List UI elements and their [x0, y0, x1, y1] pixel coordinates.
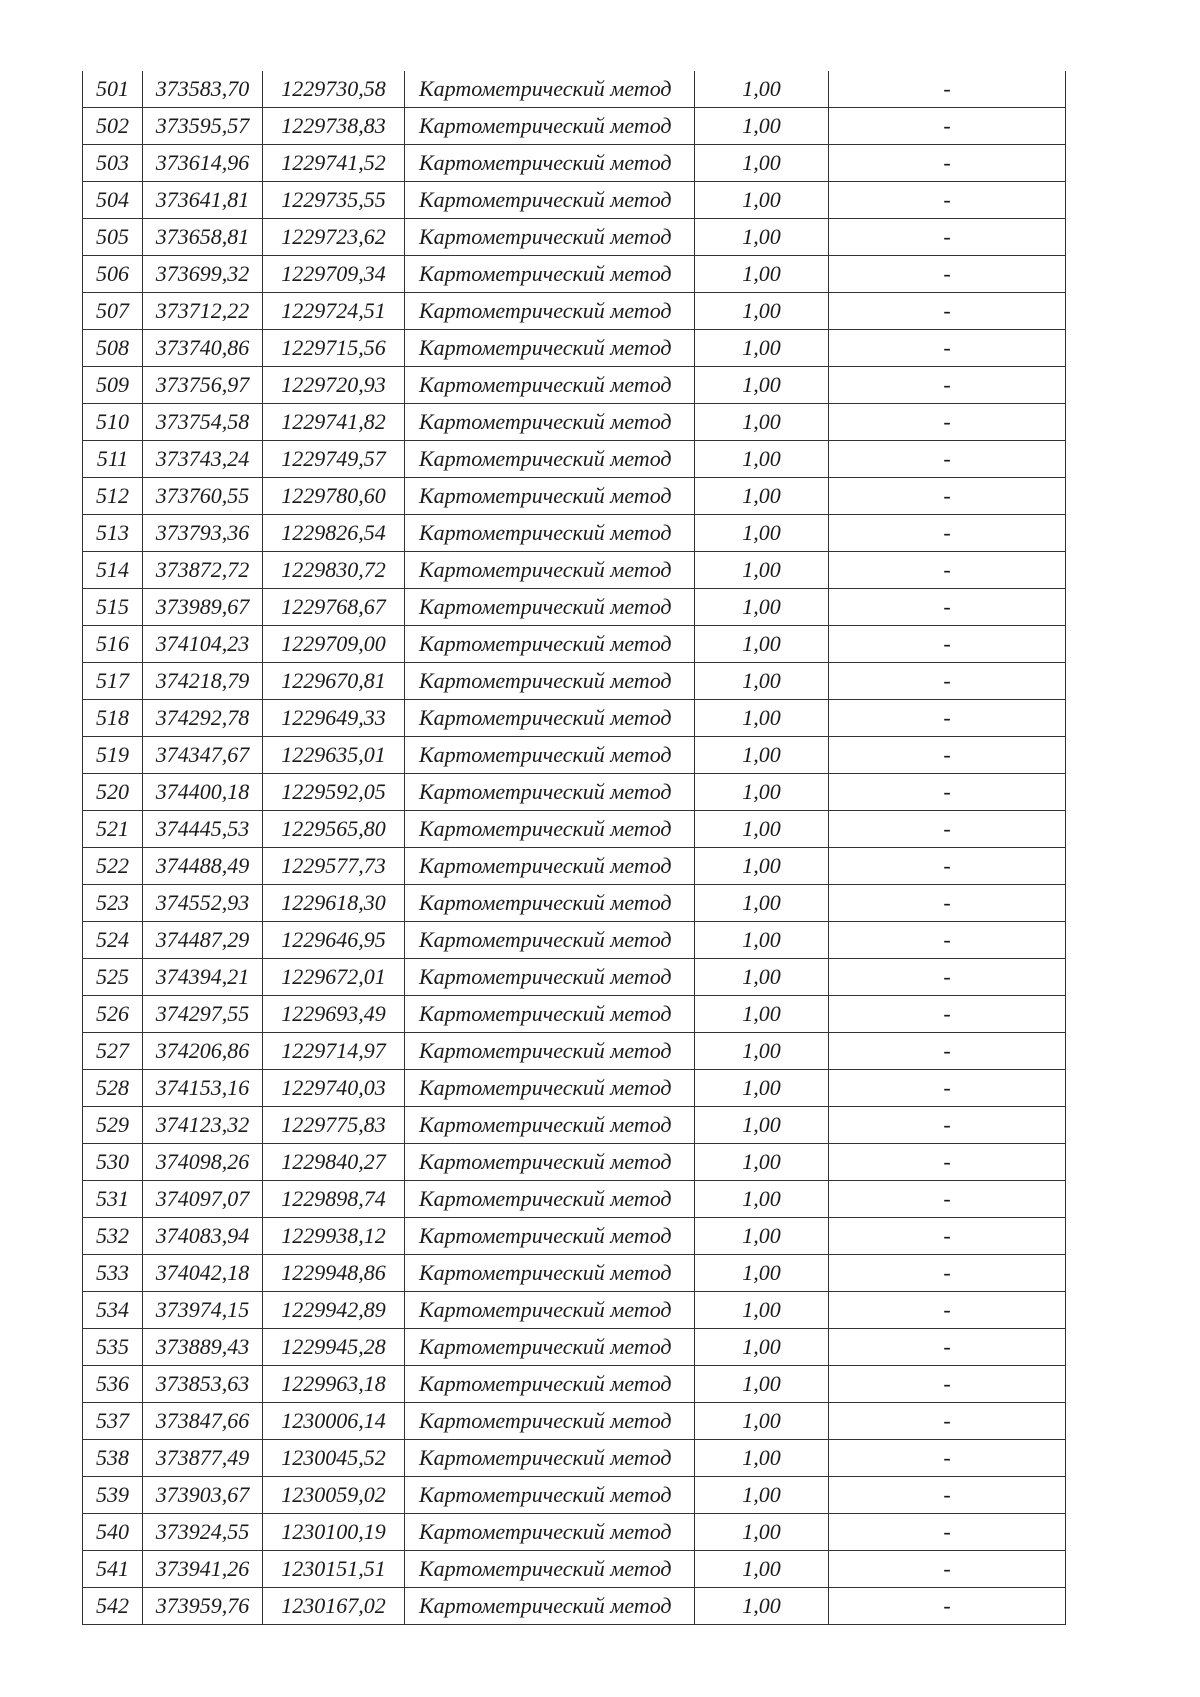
description-cell: - — [829, 293, 1066, 330]
x-coordinate-cell: 373595,57 — [143, 108, 263, 145]
table-row — [83, 626, 1066, 663]
accuracy-cell: 1,00 — [695, 1440, 829, 1477]
table-row — [83, 1218, 1066, 1255]
y-coordinate-cell: 1229565,80 — [263, 811, 405, 848]
point-number-cell: 530 — [83, 1144, 143, 1181]
x-coordinate-cell: 374206,86 — [143, 1033, 263, 1070]
x-coordinate-cell: 373989,67 — [143, 589, 263, 626]
y-coordinate-cell: 1229768,67 — [263, 589, 405, 626]
x-coordinate-cell: 373583,70 — [143, 71, 263, 108]
accuracy-cell: 1,00 — [695, 1033, 829, 1070]
point-number-cell: 539 — [83, 1477, 143, 1514]
description-cell: - — [829, 219, 1066, 256]
x-coordinate-cell: 374218,79 — [143, 663, 263, 700]
y-coordinate-cell: 1229618,30 — [263, 885, 405, 922]
table-row — [83, 1107, 1066, 1144]
point-number-cell: 538 — [83, 1440, 143, 1477]
method-cell: Картометрический метод — [405, 663, 695, 700]
x-coordinate-cell: 374394,21 — [143, 959, 263, 996]
y-coordinate-cell: 1229709,34 — [263, 256, 405, 293]
method-cell: Картометрический метод — [405, 108, 695, 145]
description-cell: - — [829, 1070, 1066, 1107]
method-cell: Картометрический метод — [405, 922, 695, 959]
point-number-cell: 514 — [83, 552, 143, 589]
description-cell: - — [829, 182, 1066, 219]
accuracy-cell: 1,00 — [695, 1292, 829, 1329]
method-cell: Картометрический метод — [405, 71, 695, 108]
method-cell: Картометрический метод — [405, 1218, 695, 1255]
y-coordinate-cell: 1230167,02 — [263, 1588, 405, 1625]
x-coordinate-cell: 373872,72 — [143, 552, 263, 589]
x-coordinate-cell: 373924,55 — [143, 1514, 263, 1551]
point-number-cell: 503 — [83, 145, 143, 182]
method-cell: Картометрический метод — [405, 145, 695, 182]
table-row — [83, 1070, 1066, 1107]
x-coordinate-cell: 373658,81 — [143, 219, 263, 256]
point-number-cell: 528 — [83, 1070, 143, 1107]
accuracy-cell: 1,00 — [695, 1403, 829, 1440]
accuracy-cell: 1,00 — [695, 552, 829, 589]
y-coordinate-cell: 1229826,54 — [263, 515, 405, 552]
x-coordinate-cell: 373853,63 — [143, 1366, 263, 1403]
method-cell: Картометрический метод — [405, 700, 695, 737]
accuracy-cell: 1,00 — [695, 922, 829, 959]
point-number-cell: 541 — [83, 1551, 143, 1588]
description-cell: - — [829, 1366, 1066, 1403]
description-cell: - — [829, 626, 1066, 663]
x-coordinate-cell: 374487,29 — [143, 922, 263, 959]
point-number-cell: 516 — [83, 626, 143, 663]
table-row — [83, 774, 1066, 811]
description-cell: - — [829, 996, 1066, 1033]
x-coordinate-cell: 374292,78 — [143, 700, 263, 737]
method-cell: Картометрический метод — [405, 1551, 695, 1588]
description-cell: - — [829, 848, 1066, 885]
accuracy-cell: 1,00 — [695, 774, 829, 811]
accuracy-cell: 1,00 — [695, 1144, 829, 1181]
description-cell: - — [829, 700, 1066, 737]
accuracy-cell: 1,00 — [695, 1255, 829, 1292]
y-coordinate-cell: 1229724,51 — [263, 293, 405, 330]
y-coordinate-cell: 1229635,01 — [263, 737, 405, 774]
accuracy-cell: 1,00 — [695, 959, 829, 996]
y-coordinate-cell: 1229945,28 — [263, 1329, 405, 1366]
description-cell: - — [829, 404, 1066, 441]
description-cell: - — [829, 737, 1066, 774]
accuracy-cell: 1,00 — [695, 404, 829, 441]
description-cell: - — [829, 1514, 1066, 1551]
point-number-cell: 533 — [83, 1255, 143, 1292]
point-number-cell: 501 — [83, 71, 143, 108]
table-row — [83, 1514, 1066, 1551]
table-row — [83, 182, 1066, 219]
method-cell: Картометрический метод — [405, 626, 695, 663]
table-row — [83, 256, 1066, 293]
accuracy-cell: 1,00 — [695, 478, 829, 515]
accuracy-cell: 1,00 — [695, 626, 829, 663]
description-cell: - — [829, 1107, 1066, 1144]
point-number-cell: 527 — [83, 1033, 143, 1070]
method-cell: Картометрический метод — [405, 1440, 695, 1477]
method-cell: Картометрический метод — [405, 182, 695, 219]
y-coordinate-cell: 1229938,12 — [263, 1218, 405, 1255]
y-coordinate-cell: 1230006,14 — [263, 1403, 405, 1440]
method-cell: Картометрический метод — [405, 959, 695, 996]
y-coordinate-cell: 1229735,55 — [263, 182, 405, 219]
point-number-cell: 513 — [83, 515, 143, 552]
description-cell: - — [829, 1440, 1066, 1477]
y-coordinate-cell: 1229840,27 — [263, 1144, 405, 1181]
x-coordinate-cell: 374297,55 — [143, 996, 263, 1033]
method-cell: Картометрический метод — [405, 996, 695, 1033]
point-number-cell: 506 — [83, 256, 143, 293]
y-coordinate-cell: 1229670,81 — [263, 663, 405, 700]
method-cell: Картометрический метод — [405, 737, 695, 774]
x-coordinate-cell: 373756,97 — [143, 367, 263, 404]
description-cell: - — [829, 922, 1066, 959]
table-row — [83, 663, 1066, 700]
table-row — [83, 515, 1066, 552]
table-row — [83, 293, 1066, 330]
description-cell: - — [829, 552, 1066, 589]
x-coordinate-cell: 374083,94 — [143, 1218, 263, 1255]
x-coordinate-cell: 373614,96 — [143, 145, 263, 182]
x-coordinate-cell: 374104,23 — [143, 626, 263, 663]
method-cell: Картометрический метод — [405, 848, 695, 885]
table-row — [83, 589, 1066, 626]
accuracy-cell: 1,00 — [695, 367, 829, 404]
description-cell: - — [829, 256, 1066, 293]
accuracy-cell: 1,00 — [695, 1588, 829, 1625]
x-coordinate-cell: 374123,32 — [143, 1107, 263, 1144]
x-coordinate-cell: 373847,66 — [143, 1403, 263, 1440]
y-coordinate-cell: 1229898,74 — [263, 1181, 405, 1218]
point-number-cell: 510 — [83, 404, 143, 441]
method-cell: Картометрический метод — [405, 1477, 695, 1514]
table-row — [83, 108, 1066, 145]
x-coordinate-cell: 373793,36 — [143, 515, 263, 552]
point-number-cell: 525 — [83, 959, 143, 996]
table-row — [83, 441, 1066, 478]
accuracy-cell: 1,00 — [695, 996, 829, 1033]
x-coordinate-cell: 374042,18 — [143, 1255, 263, 1292]
description-cell: - — [829, 1181, 1066, 1218]
accuracy-cell: 1,00 — [695, 589, 829, 626]
x-coordinate-cell: 373699,32 — [143, 256, 263, 293]
point-number-cell: 504 — [83, 182, 143, 219]
point-number-cell: 512 — [83, 478, 143, 515]
x-coordinate-cell: 374097,07 — [143, 1181, 263, 1218]
accuracy-cell: 1,00 — [695, 1477, 829, 1514]
y-coordinate-cell: 1229963,18 — [263, 1366, 405, 1403]
accuracy-cell: 1,00 — [695, 700, 829, 737]
table-row — [83, 1033, 1066, 1070]
point-number-cell: 535 — [83, 1329, 143, 1366]
y-coordinate-cell: 1229741,52 — [263, 145, 405, 182]
description-cell: - — [829, 885, 1066, 922]
y-coordinate-cell: 1229780,60 — [263, 478, 405, 515]
description-cell: - — [829, 1144, 1066, 1181]
point-number-cell: 519 — [83, 737, 143, 774]
description-cell: - — [829, 1551, 1066, 1588]
y-coordinate-cell: 1230151,51 — [263, 1551, 405, 1588]
point-number-cell: 507 — [83, 293, 143, 330]
method-cell: Картометрический метод — [405, 1070, 695, 1107]
accuracy-cell: 1,00 — [695, 848, 829, 885]
description-cell: - — [829, 663, 1066, 700]
y-coordinate-cell: 1229714,97 — [263, 1033, 405, 1070]
point-number-cell: 526 — [83, 996, 143, 1033]
method-cell: Картометрический метод — [405, 1588, 695, 1625]
table-row — [83, 330, 1066, 367]
accuracy-cell: 1,00 — [695, 1329, 829, 1366]
x-coordinate-cell: 374098,26 — [143, 1144, 263, 1181]
x-coordinate-cell: 374552,93 — [143, 885, 263, 922]
x-coordinate-cell: 374153,16 — [143, 1070, 263, 1107]
method-cell: Картометрический метод — [405, 774, 695, 811]
description-cell: - — [829, 71, 1066, 108]
accuracy-cell: 1,00 — [695, 885, 829, 922]
table-row — [83, 1329, 1066, 1366]
method-cell: Картометрический метод — [405, 367, 695, 404]
accuracy-cell: 1,00 — [695, 330, 829, 367]
y-coordinate-cell: 1229646,95 — [263, 922, 405, 959]
method-cell: Картометрический метод — [405, 1329, 695, 1366]
accuracy-cell: 1,00 — [695, 256, 829, 293]
accuracy-cell: 1,00 — [695, 145, 829, 182]
y-coordinate-cell: 1229948,86 — [263, 1255, 405, 1292]
description-cell: - — [829, 959, 1066, 996]
point-number-cell: 505 — [83, 219, 143, 256]
method-cell: Картометрический метод — [405, 219, 695, 256]
accuracy-cell: 1,00 — [695, 1218, 829, 1255]
y-coordinate-cell: 1229830,72 — [263, 552, 405, 589]
table-row — [83, 737, 1066, 774]
y-coordinate-cell: 1229741,82 — [263, 404, 405, 441]
table-row — [83, 219, 1066, 256]
x-coordinate-cell: 374400,18 — [143, 774, 263, 811]
table-row — [83, 145, 1066, 182]
point-number-cell: 520 — [83, 774, 143, 811]
table-row — [83, 367, 1066, 404]
point-number-cell: 540 — [83, 1514, 143, 1551]
accuracy-cell: 1,00 — [695, 811, 829, 848]
point-number-cell: 523 — [83, 885, 143, 922]
accuracy-cell: 1,00 — [695, 663, 829, 700]
y-coordinate-cell: 1229709,00 — [263, 626, 405, 663]
description-cell: - — [829, 1218, 1066, 1255]
method-cell: Картометрический метод — [405, 1255, 695, 1292]
x-coordinate-cell: 373712,22 — [143, 293, 263, 330]
method-cell: Картометрический метод — [405, 1366, 695, 1403]
x-coordinate-cell: 373959,76 — [143, 1588, 263, 1625]
x-coordinate-cell: 373641,81 — [143, 182, 263, 219]
accuracy-cell: 1,00 — [695, 441, 829, 478]
table-row — [83, 1588, 1066, 1625]
y-coordinate-cell: 1229775,83 — [263, 1107, 405, 1144]
accuracy-cell: 1,00 — [695, 293, 829, 330]
point-number-cell: 532 — [83, 1218, 143, 1255]
method-cell: Картометрический метод — [405, 1107, 695, 1144]
x-coordinate-cell: 373743,24 — [143, 441, 263, 478]
x-coordinate-cell: 374488,49 — [143, 848, 263, 885]
accuracy-cell: 1,00 — [695, 1107, 829, 1144]
table-row — [83, 885, 1066, 922]
description-cell: - — [829, 441, 1066, 478]
description-cell: - — [829, 1292, 1066, 1329]
description-cell: - — [829, 367, 1066, 404]
y-coordinate-cell: 1229672,01 — [263, 959, 405, 996]
table-row — [83, 996, 1066, 1033]
method-cell: Картометрический метод — [405, 811, 695, 848]
coordinates-table-body — [83, 71, 1066, 1625]
method-cell: Картометрический метод — [405, 293, 695, 330]
accuracy-cell: 1,00 — [695, 1181, 829, 1218]
method-cell: Картометрический метод — [405, 256, 695, 293]
table-row — [83, 1477, 1066, 1514]
y-coordinate-cell: 1229730,58 — [263, 71, 405, 108]
description-cell: - — [829, 1255, 1066, 1292]
table-row — [83, 1403, 1066, 1440]
point-number-cell: 502 — [83, 108, 143, 145]
accuracy-cell: 1,00 — [695, 1551, 829, 1588]
y-coordinate-cell: 1229577,73 — [263, 848, 405, 885]
method-cell: Картометрический метод — [405, 1514, 695, 1551]
point-number-cell: 536 — [83, 1366, 143, 1403]
coordinates-table — [82, 71, 1066, 1625]
point-number-cell: 522 — [83, 848, 143, 885]
description-cell: - — [829, 108, 1066, 145]
method-cell: Картометрический метод — [405, 1403, 695, 1440]
method-cell: Картометрический метод — [405, 1181, 695, 1218]
table-row — [83, 552, 1066, 589]
method-cell: Картометрический метод — [405, 330, 695, 367]
point-number-cell: 511 — [83, 441, 143, 478]
x-coordinate-cell: 373754,58 — [143, 404, 263, 441]
description-cell: - — [829, 1033, 1066, 1070]
table-row — [83, 1551, 1066, 1588]
y-coordinate-cell: 1229749,57 — [263, 441, 405, 478]
table-row — [83, 811, 1066, 848]
point-number-cell: 534 — [83, 1292, 143, 1329]
description-cell: - — [829, 1403, 1066, 1440]
x-coordinate-cell: 373740,86 — [143, 330, 263, 367]
point-number-cell: 509 — [83, 367, 143, 404]
point-number-cell: 517 — [83, 663, 143, 700]
accuracy-cell: 1,00 — [695, 737, 829, 774]
table-row — [83, 700, 1066, 737]
y-coordinate-cell: 1229592,05 — [263, 774, 405, 811]
accuracy-cell: 1,00 — [695, 515, 829, 552]
point-number-cell: 542 — [83, 1588, 143, 1625]
y-coordinate-cell: 1229715,56 — [263, 330, 405, 367]
method-cell: Картометрический метод — [405, 589, 695, 626]
description-cell: - — [829, 478, 1066, 515]
y-coordinate-cell: 1230059,02 — [263, 1477, 405, 1514]
description-cell: - — [829, 1477, 1066, 1514]
y-coordinate-cell: 1230100,19 — [263, 1514, 405, 1551]
description-cell: - — [829, 589, 1066, 626]
accuracy-cell: 1,00 — [695, 1514, 829, 1551]
point-number-cell: 508 — [83, 330, 143, 367]
y-coordinate-cell: 1229723,62 — [263, 219, 405, 256]
x-coordinate-cell: 373974,15 — [143, 1292, 263, 1329]
table-row — [83, 478, 1066, 515]
x-coordinate-cell: 373889,43 — [143, 1329, 263, 1366]
point-number-cell: 524 — [83, 922, 143, 959]
method-cell: Картометрический метод — [405, 515, 695, 552]
description-cell: - — [829, 145, 1066, 182]
point-number-cell: 515 — [83, 589, 143, 626]
method-cell: Картометрический метод — [405, 885, 695, 922]
table-row — [83, 959, 1066, 996]
x-coordinate-cell: 373941,26 — [143, 1551, 263, 1588]
method-cell: Картометрический метод — [405, 478, 695, 515]
accuracy-cell: 1,00 — [695, 182, 829, 219]
y-coordinate-cell: 1229942,89 — [263, 1292, 405, 1329]
method-cell: Картометрический метод — [405, 552, 695, 589]
method-cell: Картометрический метод — [405, 1144, 695, 1181]
accuracy-cell: 1,00 — [695, 1070, 829, 1107]
table-row — [83, 1366, 1066, 1403]
y-coordinate-cell: 1229740,03 — [263, 1070, 405, 1107]
table-row — [83, 922, 1066, 959]
point-number-cell: 531 — [83, 1181, 143, 1218]
method-cell: Картометрический метод — [405, 1033, 695, 1070]
point-number-cell: 518 — [83, 700, 143, 737]
y-coordinate-cell: 1229649,33 — [263, 700, 405, 737]
point-number-cell: 529 — [83, 1107, 143, 1144]
table-row — [83, 1181, 1066, 1218]
table-row — [83, 1144, 1066, 1181]
description-cell: - — [829, 1329, 1066, 1366]
description-cell: - — [829, 515, 1066, 552]
x-coordinate-cell: 374347,67 — [143, 737, 263, 774]
point-number-cell: 521 — [83, 811, 143, 848]
x-coordinate-cell: 374445,53 — [143, 811, 263, 848]
description-cell: - — [829, 811, 1066, 848]
accuracy-cell: 1,00 — [695, 108, 829, 145]
x-coordinate-cell: 373903,67 — [143, 1477, 263, 1514]
method-cell: Картометрический метод — [405, 441, 695, 478]
method-cell: Картометрический метод — [405, 1292, 695, 1329]
y-coordinate-cell: 1229738,83 — [263, 108, 405, 145]
y-coordinate-cell: 1230045,52 — [263, 1440, 405, 1477]
description-cell: - — [829, 330, 1066, 367]
table-row — [83, 404, 1066, 441]
method-cell: Картометрический метод — [405, 404, 695, 441]
x-coordinate-cell: 373760,55 — [143, 478, 263, 515]
x-coordinate-cell: 373877,49 — [143, 1440, 263, 1477]
table-row — [83, 71, 1066, 108]
table-row — [83, 1440, 1066, 1477]
description-cell: - — [829, 1588, 1066, 1625]
accuracy-cell: 1,00 — [695, 1366, 829, 1403]
table-row — [83, 1255, 1066, 1292]
accuracy-cell: 1,00 — [695, 219, 829, 256]
description-cell: - — [829, 774, 1066, 811]
y-coordinate-cell: 1229693,49 — [263, 996, 405, 1033]
point-number-cell: 537 — [83, 1403, 143, 1440]
y-coordinate-cell: 1229720,93 — [263, 367, 405, 404]
table-row — [83, 848, 1066, 885]
table-row — [83, 1292, 1066, 1329]
accuracy-cell: 1,00 — [695, 71, 829, 108]
